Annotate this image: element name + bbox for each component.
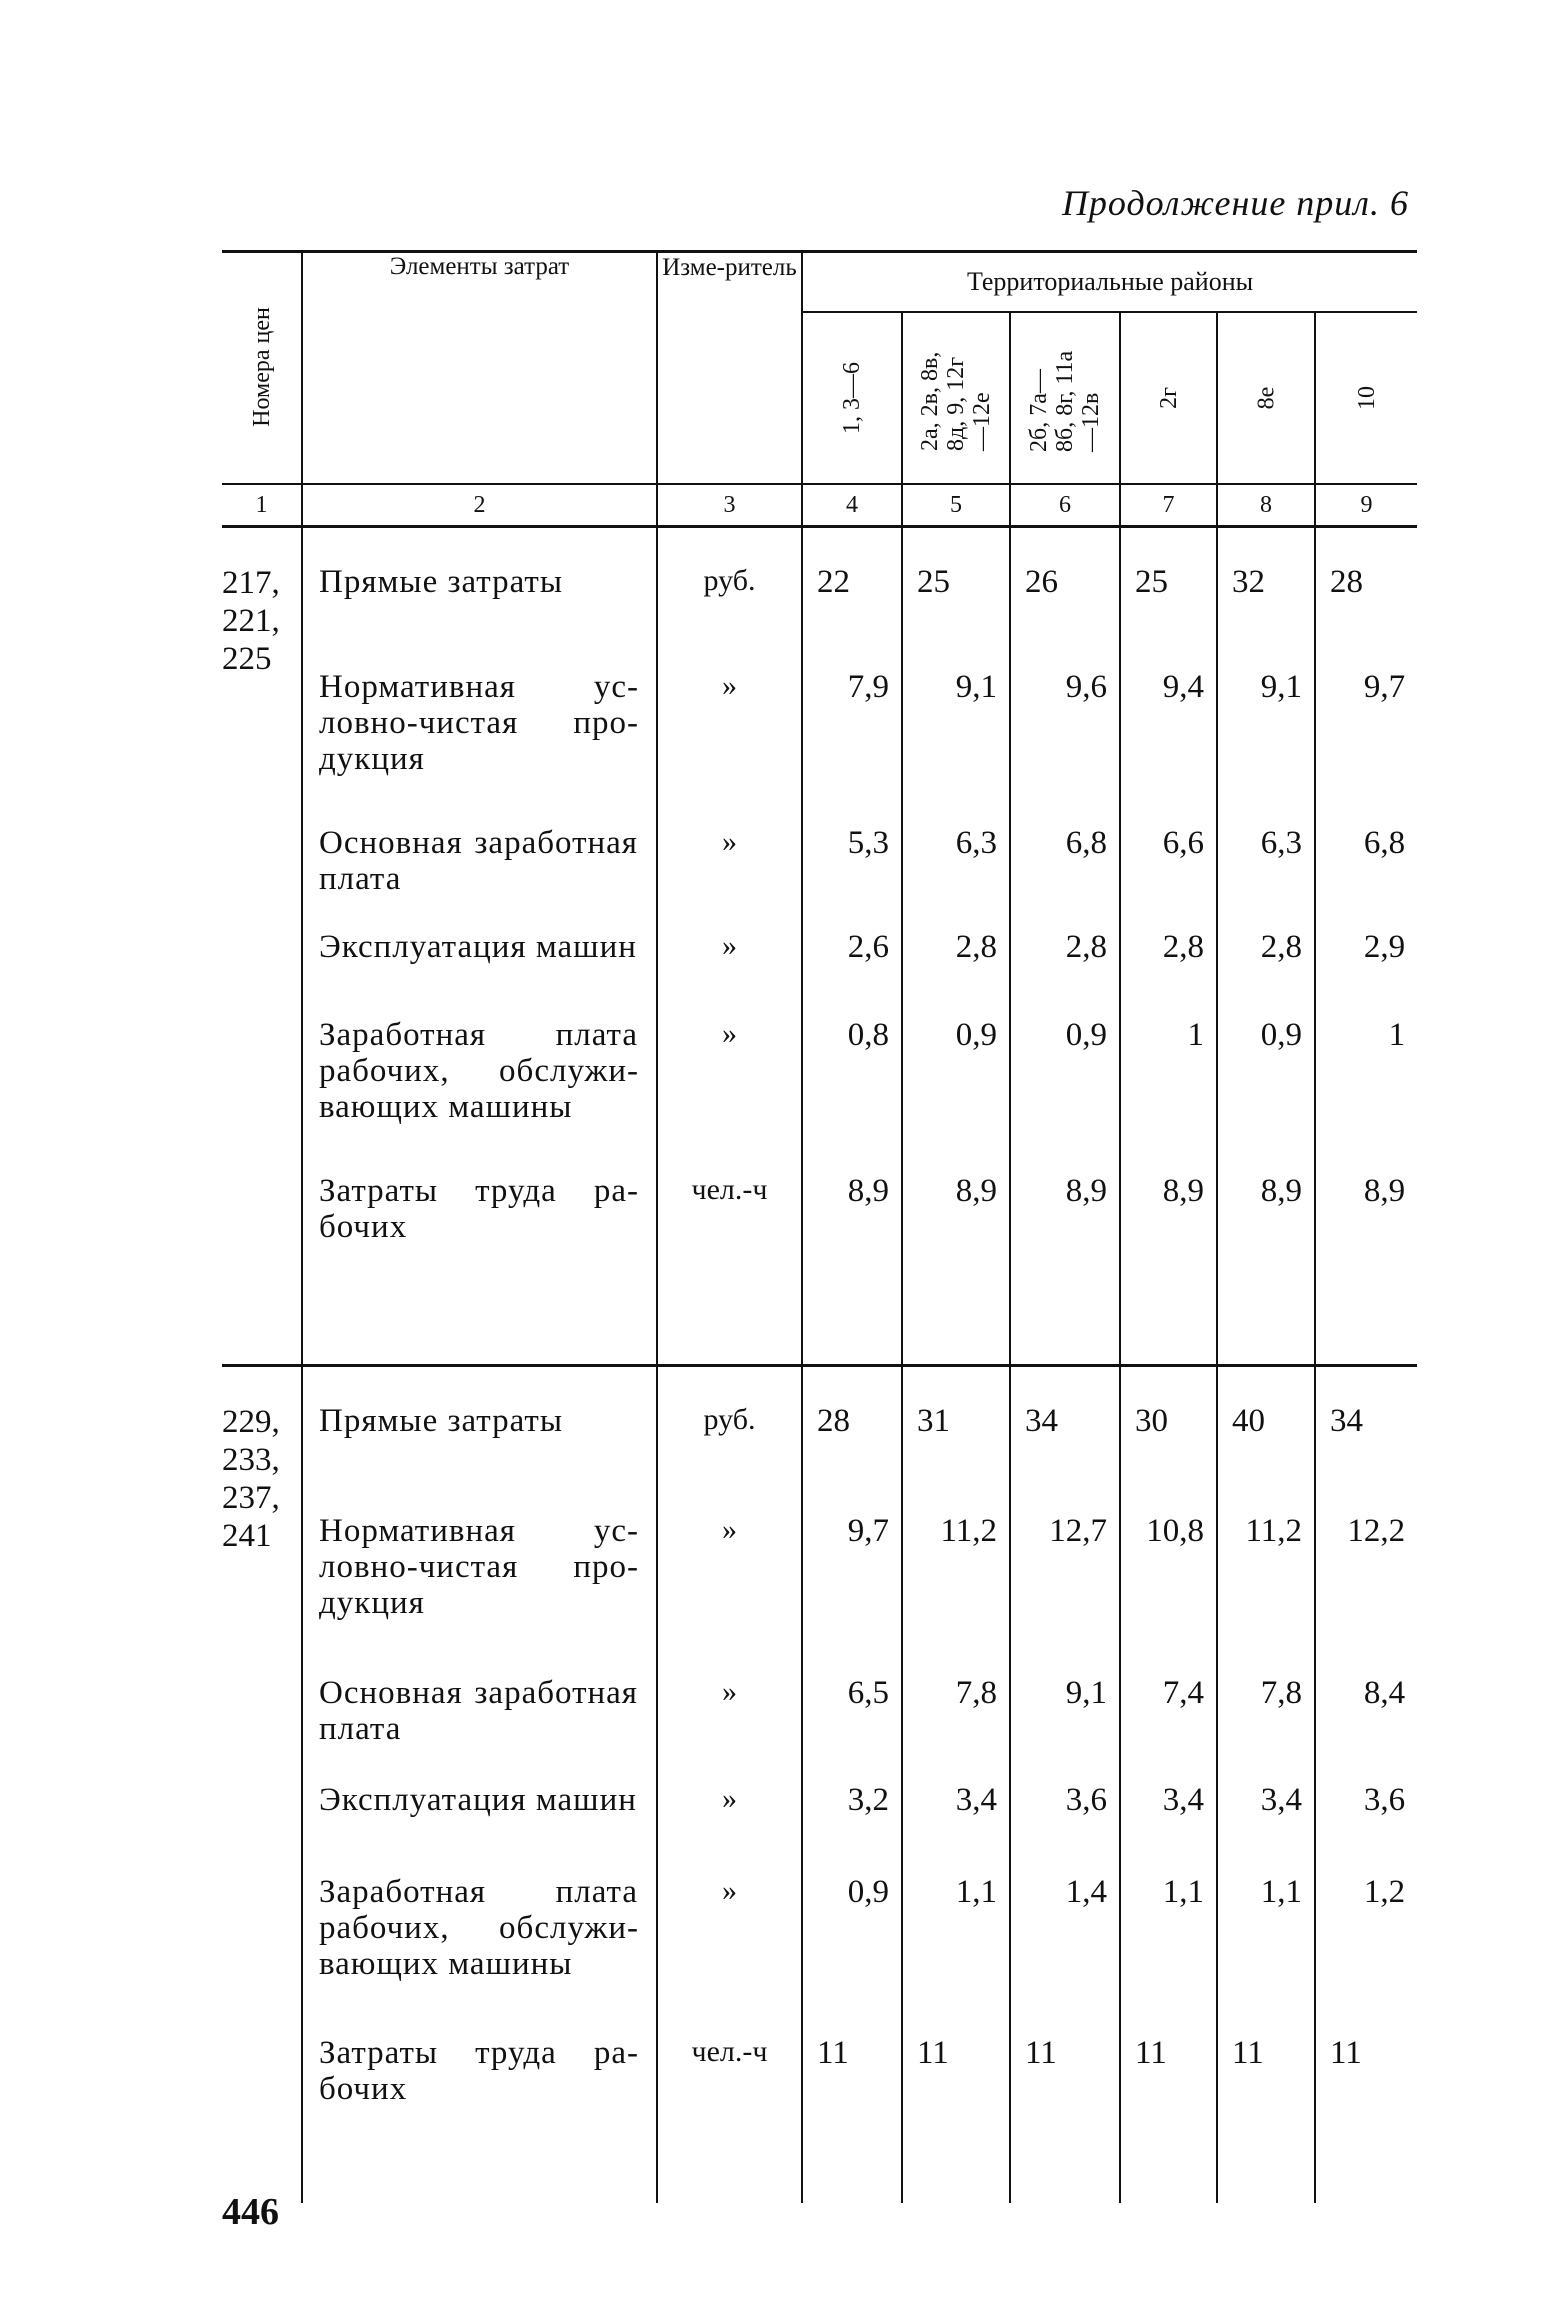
value: 0,9 — [802, 1874, 902, 2036]
value: 1,2 — [1363, 1873, 1406, 1910]
value: 6,3 — [902, 825, 1010, 929]
cost-element: Прямые затраты — [302, 527, 657, 669]
value: 2,6 — [802, 929, 902, 1017]
unit: » — [657, 825, 802, 929]
header-territorial-regions: Территориальные районы — [802, 252, 1417, 313]
value: 3,6 — [1363, 1782, 1406, 1819]
value: 8,9 — [1217, 1173, 1315, 1366]
header-cost-elements: Элементы затрат — [302, 252, 657, 485]
header-unit: Изме-ритель — [657, 252, 802, 485]
value: 26 — [1010, 527, 1120, 669]
value: 11,2 — [1217, 1513, 1315, 1675]
value: 31 — [902, 1366, 1010, 1513]
unit: » — [657, 1017, 802, 1173]
value: 9,7 — [1363, 668, 1406, 705]
value: 11 — [1330, 2035, 1362, 2072]
header-region-5: 8е — [1217, 312, 1315, 484]
value: 3,4 — [1217, 1782, 1315, 1873]
value: 0,9 — [902, 1017, 1010, 1173]
column-number: 6 — [1010, 484, 1120, 527]
value: 3,4 — [902, 1782, 1010, 1873]
table-row — [222, 1366, 1417, 1513]
cost-element: Эксплуатация машин — [302, 1782, 657, 1873]
value: 11,2 — [902, 1513, 1010, 1675]
value: 9,6 — [1010, 669, 1120, 825]
table-row — [222, 1173, 1417, 1366]
column-number: 1 — [222, 484, 302, 527]
table-group-2 — [222, 1366, 1417, 2204]
value: 34 — [1010, 1366, 1120, 1513]
value: 2,8 — [1010, 929, 1120, 1017]
table-row — [222, 929, 1417, 1017]
column-number: 7 — [1120, 484, 1217, 527]
value: 11 — [1217, 2035, 1315, 2203]
value: 1,4 — [1010, 1874, 1120, 2036]
cost-element: Основная заработная плата — [302, 825, 657, 929]
value: 2,8 — [1120, 929, 1217, 1017]
value: 1 — [1388, 1016, 1406, 1053]
value: 10,8 — [1120, 1513, 1217, 1675]
value: 8,9 — [1010, 1173, 1120, 1366]
unit: » — [657, 1513, 802, 1675]
value: 8,9 — [1363, 1172, 1406, 1209]
cost-element: Эксплуатация машин — [302, 929, 657, 1017]
value: 3,2 — [802, 1782, 902, 1873]
value: 7,8 — [902, 1675, 1010, 1783]
value: 25 — [902, 527, 1010, 669]
value: 2,9 — [1363, 928, 1406, 965]
value: 11 — [802, 2035, 902, 2203]
value: 1,1 — [1120, 1874, 1217, 2036]
header-region-1: 1, 3—6 — [802, 312, 902, 484]
continuation-label: Продолжение прил. 6 — [1061, 183, 1409, 223]
table-row — [222, 825, 1417, 929]
header-region-3: 2б, 7а—8б, 8г, 11а—12в — [1010, 312, 1120, 484]
value: 28 — [802, 1366, 902, 1513]
unit: » — [657, 1675, 802, 1783]
table-row — [222, 527, 1417, 669]
unit: » — [657, 1782, 802, 1873]
table-row — [222, 1874, 1417, 2036]
column-number: 8 — [1217, 484, 1315, 527]
value: 34 — [1330, 1403, 1363, 1439]
value: 1,1 — [1217, 1874, 1315, 2036]
price-codes: 217, 221, 225 — [222, 527, 302, 1366]
value: 9,1 — [1217, 669, 1315, 825]
value: 1,1 — [902, 1874, 1010, 2036]
cost-element: Заработная плата рабочих, обслуживающих машины — [302, 1017, 657, 1173]
cost-element: Основная заработная плата — [302, 1675, 657, 1783]
price-codes: 229, 233, 237, 241 — [222, 1366, 302, 2204]
column-number: 9 — [1315, 484, 1417, 527]
value: 11 — [1120, 2035, 1217, 2203]
unit: » — [657, 669, 802, 825]
value: 40 — [1217, 1366, 1315, 1513]
value: 6,3 — [1217, 825, 1315, 929]
value: 6,8 — [1010, 825, 1120, 929]
column-number: 5 — [902, 484, 1010, 527]
header-region-2: 2а, 2в, 8в, 8д, 9, 12г—12е — [902, 312, 1010, 484]
cost-elements-table — [222, 250, 1417, 2203]
value: 0,9 — [1217, 1017, 1315, 1173]
value: 0,8 — [802, 1017, 902, 1173]
value: 8,9 — [902, 1173, 1010, 1366]
header-price-numbers: Номера цен — [222, 252, 302, 485]
value: 8,9 — [802, 1173, 902, 1366]
value: 11 — [902, 2035, 1010, 2203]
unit: чел.-ч — [657, 1173, 802, 1366]
header-region-6: 10 — [1315, 312, 1417, 484]
value: 9,1 — [1010, 1675, 1120, 1783]
value: 30 — [1120, 1366, 1217, 1513]
value: 3,6 — [1010, 1782, 1120, 1873]
value: 8,9 — [1120, 1173, 1217, 1366]
value: 9,1 — [902, 669, 1010, 825]
cost-element: Затраты труда рабочих — [302, 2035, 657, 2203]
value: 5,3 — [802, 825, 902, 929]
cost-element: Прямые затраты — [302, 1366, 657, 1513]
cost-element: Нормативная условно-чистая продукция — [302, 669, 657, 825]
value: 12,2 — [1347, 1512, 1406, 1549]
table-row — [222, 1675, 1417, 1783]
column-number: 2 — [302, 484, 657, 527]
page-number: 446 — [222, 2191, 279, 2233]
value: 12,7 — [1010, 1513, 1120, 1675]
unit: » — [657, 929, 802, 1017]
value: 2,8 — [902, 929, 1010, 1017]
table-group-1 — [222, 527, 1417, 1366]
value: 6,8 — [1363, 824, 1406, 861]
table-row — [222, 1513, 1417, 1675]
value: 0,9 — [1010, 1017, 1120, 1173]
value: 8,4 — [1363, 1674, 1406, 1711]
value: 25 — [1120, 527, 1217, 669]
column-number: 3 — [657, 484, 802, 527]
value: 11 — [1010, 2035, 1120, 2203]
cost-element: Заработная плата рабочих, обслуживающих машины — [302, 1874, 657, 2036]
column-number: 4 — [802, 484, 902, 527]
table-row — [222, 669, 1417, 825]
value: 7,8 — [1217, 1675, 1315, 1783]
value: 7,9 — [802, 669, 902, 825]
value: 28 — [1330, 564, 1363, 600]
value: 6,6 — [1120, 825, 1217, 929]
cost-element: Нормативная условно-чистая продукция — [302, 1513, 657, 1675]
value: 9,7 — [802, 1513, 902, 1675]
table-row — [222, 2035, 1417, 2203]
cost-element: Затраты труда рабочих — [302, 1173, 657, 1366]
value: 9,4 — [1120, 669, 1217, 825]
unit: руб. — [657, 527, 802, 669]
table-row — [222, 1782, 1417, 1873]
value: 7,4 — [1120, 1675, 1217, 1783]
value: 1 — [1120, 1017, 1217, 1173]
value: 2,8 — [1217, 929, 1315, 1017]
table-row — [222, 1017, 1417, 1173]
unit: » — [657, 1874, 802, 2036]
value: 22 — [802, 527, 902, 669]
header-region-4: 2г — [1120, 312, 1217, 484]
value: 6,5 — [802, 1675, 902, 1783]
value: 32 — [1217, 527, 1315, 669]
value: 3,4 — [1120, 1782, 1217, 1873]
unit: руб. — [657, 1366, 802, 1513]
unit: чел.-ч — [657, 2035, 802, 2203]
